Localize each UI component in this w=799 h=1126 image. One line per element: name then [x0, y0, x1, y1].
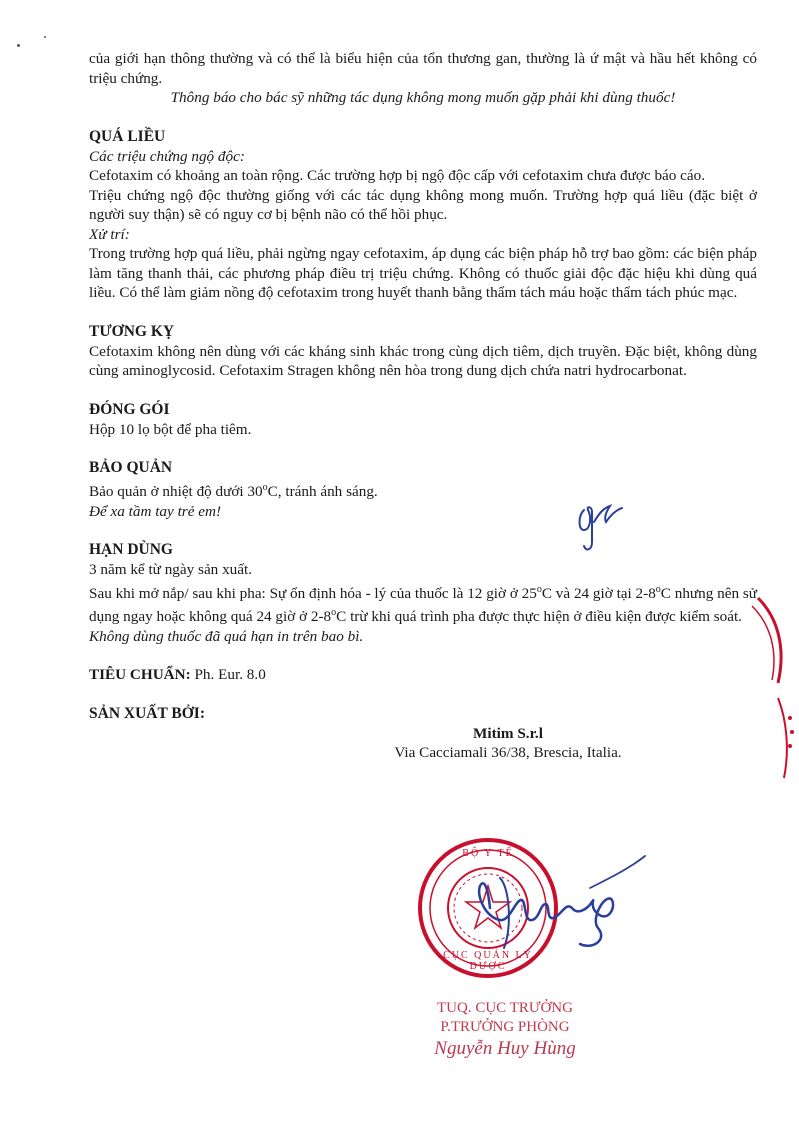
- approval-subtitle: P.TRƯỞNG PHÒNG: [440, 1019, 570, 1035]
- initials-signature-icon: [570, 496, 630, 558]
- manufacturer-address: Via Cacciamali 36/38, Brescia, Italia.: [394, 744, 622, 762]
- incompatibility-paragraph: Cefotaxim không nên dùng với các kháng sinh khác trong cùng dịch tiêm, dịch truyền. Đặc biệt, không dùng cùng aminoglycosid. Cefotaxim Stragen không nên hòa trong dung dịch chứa natri hydrocarbonat.: [89, 342, 757, 379]
- approval-signer: Nguyễn Huy Hùng: [434, 1038, 576, 1059]
- shelf-life-paragraph: 3 năm kể từ ngày sản xuất.: [89, 561, 253, 579]
- scan-speck: [44, 36, 46, 38]
- approval-block: [405, 999, 605, 1061]
- overdose-paragraph: Triệu chứng ngộ độc thường giống với các tác dụng không mong muốn. Trường hợp quá liều (đặc biệt ở người suy thận) sẽ có nguy cơ bị bệnh não có thể hồi phục.: [89, 186, 757, 223]
- storage-section: [89, 458, 757, 521]
- incompatibility-section: [89, 322, 757, 381]
- standard-label: TIÊU CHUẨN:: [89, 666, 191, 684]
- partial-seal-edge-icon: [738, 588, 799, 788]
- shelf-life-paragraph: Sau khi mở nắp/ sau khi pha: Sự ổn định hóa - lý của thuốc là 12 giờ ở 25$^o$C và 24 giờ tại 2-8$^o$C nhưng nên sử dụng ngay hoặc không quá 24 giờ ở 2-8$^o$C trừ khi quá trình pha được thực hiện ở điều kiện được kiểm soát.: [89, 583, 758, 626]
- overdose-section: [89, 127, 757, 303]
- storage-heading: BẢO QUẢN: [89, 459, 173, 476]
- approval-title: TUQ. CỤC TRƯỞNG: [437, 1000, 573, 1016]
- intro-paragraph: của giới hạn thông thường và có thể là biểu hiện của tổn thương gan, thường là ứ mật và hầu hết không có triệu chứng.: [89, 50, 757, 87]
- shelf-life-heading: HẠN DÙNG: [89, 541, 173, 559]
- stamp-bottom-text: CỤC QUẢN LÝ DƯỢC: [443, 950, 533, 972]
- manufacturer-name: Mitim S.r.l: [473, 724, 543, 742]
- overdose-heading: QUÁ LIỀU: [89, 127, 166, 145]
- standard-line: [89, 665, 757, 685]
- overdose-subheading-symptoms: Các triệu chứng ngộ độc:: [89, 147, 245, 165]
- scan-speck: [17, 44, 20, 47]
- overdose-subheading-treatment: Xử trí:: [89, 225, 130, 243]
- document-body: [89, 49, 757, 763]
- storage-paragraph: Bảo quản ở nhiệt độ dưới 30$^o$C, tránh ánh sáng.: [89, 482, 378, 501]
- shelf-life-section: [89, 540, 757, 646]
- incompatibility-heading: TƯƠNG KỴ: [89, 322, 175, 340]
- overdose-paragraph: Trong trường hợp quá liều, phải ngừng ngay cefotaxim, áp dụng các biện pháp hỗ trợ bao gồm: các biện pháp làm tăng thanh thải, các phương pháp điều trị triệu chứng. Không có thuốc giải độc đặc hiệu khi dùng quá liều. Có thể làm giảm nồng độ cefotaxim trong huyết thanh bằng thẩm tách máu hoặc thẩm tách phúc mạc.: [89, 245, 757, 301]
- manufacturer-block: [89, 724, 757, 763]
- standard-value: Ph. Eur. 8.0: [190, 666, 266, 684]
- shelf-life-warning: Không dùng thuốc đã quá hạn in trên bao bì.: [89, 627, 364, 645]
- adverse-effect-notice: Thông báo cho bác sỹ những tác dụng không mong muốn gặp phải khi dùng thuốc!: [170, 89, 676, 106]
- packing-heading: ĐÓNG GÓI: [89, 400, 170, 418]
- overdose-paragraph: Cefotaxim có khoảng an toàn rộng. Các trường hợp bị ngộ độc cấp với cefotaxim chưa được báo cáo.: [89, 167, 706, 184]
- storage-warning: Để xa tầm tay trẻ em!: [89, 502, 222, 520]
- manufacturer-heading: SẢN XUẤT BỞI:: [89, 704, 205, 722]
- stamp-top-text: BỘ Y TẾ: [462, 848, 514, 859]
- signature-icon: [440, 848, 660, 958]
- packing-section: [89, 400, 757, 440]
- packing-paragraph: Hộp 10 lọ bột để pha tiêm.: [89, 420, 252, 438]
